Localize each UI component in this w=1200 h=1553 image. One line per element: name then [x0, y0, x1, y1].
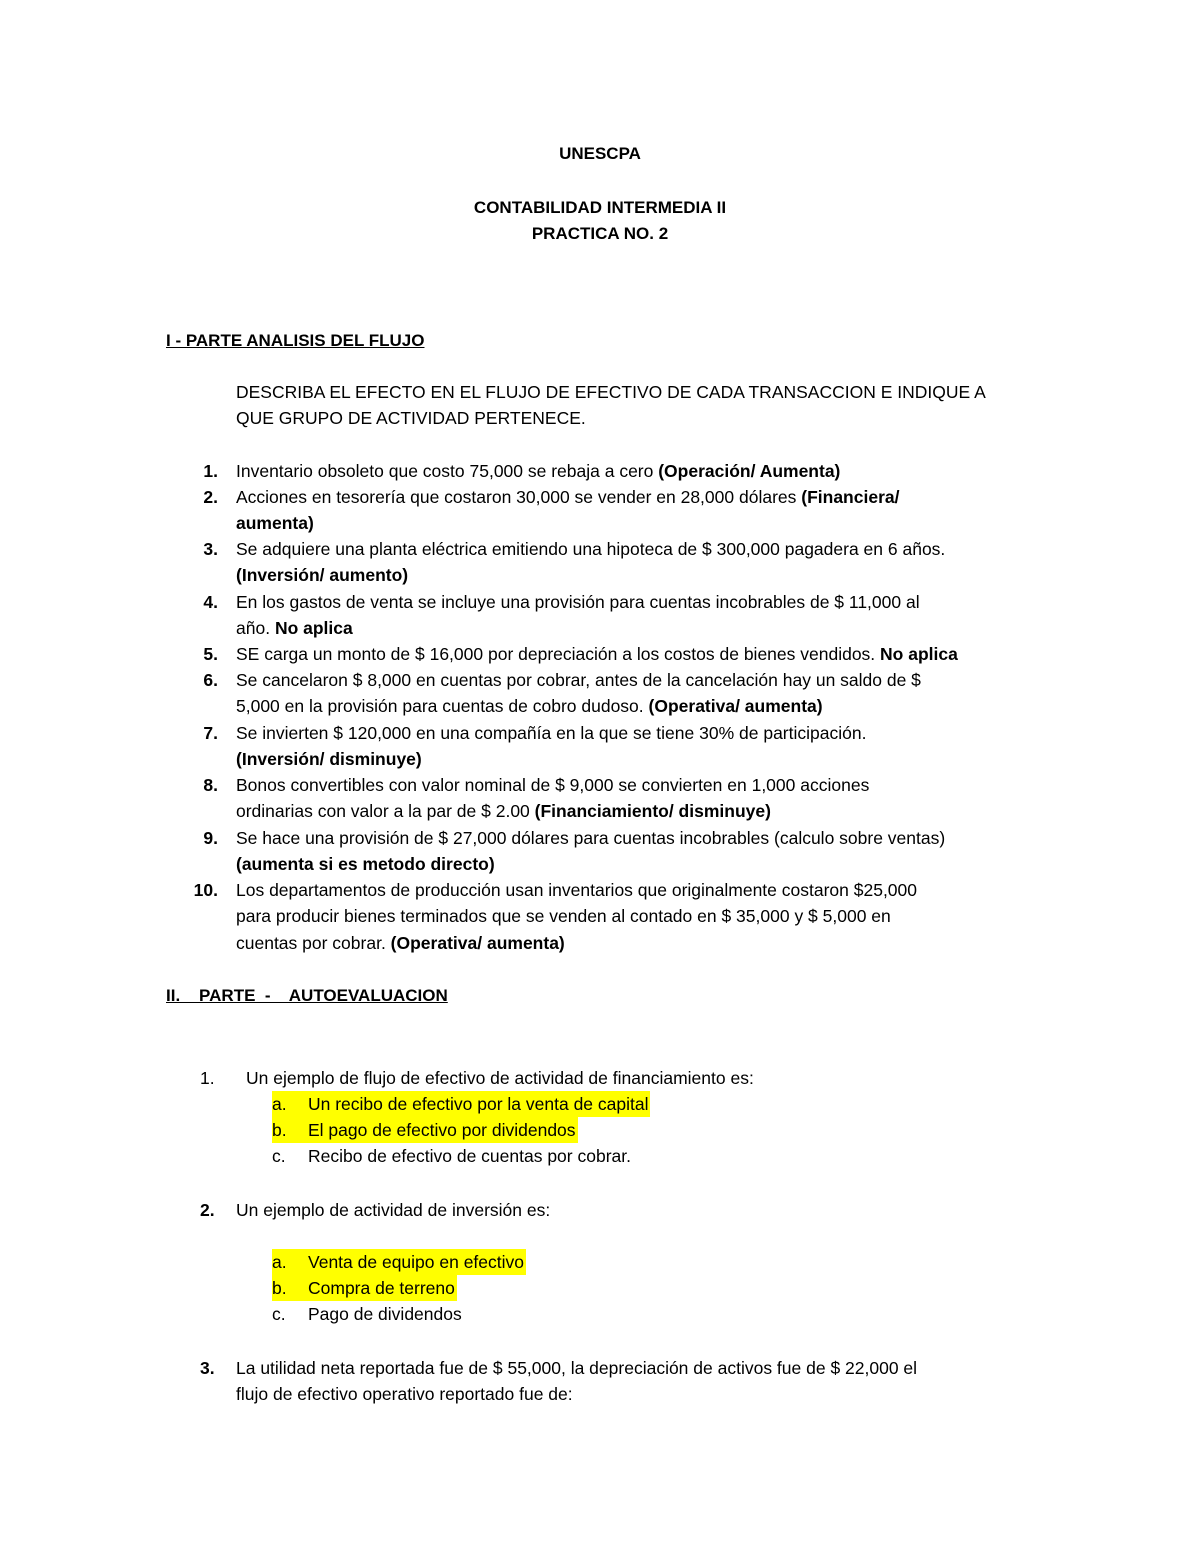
item-text: cuentas por cobrar. [236, 933, 391, 953]
item-number: 1. [203, 461, 218, 481]
option-text: Recibo de efectivo de cuentas por cobrar. [308, 1146, 631, 1166]
item-text: para producir bienes terminados que se venden al contado en $ 35,000 y $ 5,000 en [236, 906, 891, 926]
question-text: flujo de efectivo operativo reportado fue de: [236, 1384, 573, 1404]
option-letter: a. [272, 1252, 287, 1272]
item-text: Inventario obsoleto que costo 75,000 se rebaja a cero [236, 461, 659, 481]
option-letter: a. [272, 1094, 287, 1114]
item-answer: (aumenta si es metodo directo) [236, 854, 495, 874]
item-number: 8. [203, 775, 218, 795]
item-number: 9. [203, 828, 218, 848]
item-text: En los gastos de venta se incluye una provisión para cuentas incobrables de $ 11,000 al [236, 592, 920, 612]
item-text: Los departamentos de producción usan inventarios que originalmente costaron $25,000 [236, 880, 918, 900]
item-answer: (Inversión/ aumento) [236, 565, 409, 585]
option-text: El pago de efectivo por dividendos [308, 1120, 576, 1140]
item-text: Se invierten $ 120,000 en una compañía en la que se tiene 30% de participación. [236, 723, 867, 743]
question-text: Un ejemplo de flujo de efectivo de actividad de financiamiento es: [246, 1068, 754, 1088]
option-letter: b. [272, 1120, 287, 1140]
part1-heading: I - PARTE ANALISIS DEL FLUJO [166, 331, 425, 350]
item-number: 3. [203, 539, 218, 559]
item-number: 5. [203, 644, 218, 664]
option-text: Pago de dividendos [308, 1304, 462, 1324]
item-answer: (Financiamiento/ disminuye) [534, 801, 771, 821]
org-title: UNESCPA [559, 144, 641, 163]
item-answer: No aplica [274, 618, 353, 638]
practice-title: PRACTICA NO. 2 [531, 224, 669, 243]
option-letter: c. [272, 1304, 286, 1324]
option-text: Venta de equipo en efectivo [308, 1252, 525, 1272]
question-number: 2. [200, 1200, 215, 1220]
item-number: 10. [193, 880, 218, 900]
part1-instruction-line1: DESCRIBA EL EFECTO EN EL FLUJO DE EFECTIVO DE CADA TRANSACCION E INDIQUE A [236, 382, 986, 402]
item-text: Se hace una provisión de $ 27,000 dólares para cuentas incobrables (calculo sobre ventas) [236, 828, 946, 848]
item-text: Se cancelaron $ 8,000 en cuentas por cobrar, antes de la cancelación hay un saldo de $ [236, 670, 921, 690]
option-text: Un recibo de efectivo por la venta de capital [308, 1094, 649, 1114]
item-text: Acciones en tesorería que costaron 30,000 se vender en 28,000 dólares [236, 487, 802, 507]
item-text: Bonos convertibles con valor nominal de $ 9,000 se convierten en 1,000 acciones [236, 775, 870, 795]
item-text: SE carga un monto de $ 16,000 por depreciación a los costos de bienes vendidos. [236, 644, 881, 664]
item-text: ordinarias con valor a la par de $ 2.00 [236, 801, 535, 821]
item-text: año. [236, 618, 275, 638]
item-answer: No aplica [880, 644, 958, 664]
question-text: La utilidad neta reportada fue de $ 55,000, la depreciación de activos fue de $ 22,000 el [236, 1358, 918, 1378]
item-answer: (Inversión/ disminuye) [236, 749, 422, 769]
item-answer: (Operación/ Aumenta) [658, 461, 841, 481]
item-answer: aumenta) [236, 513, 314, 533]
item-answer: (Operativa/ aumenta) [390, 933, 565, 953]
question-number: 1. [200, 1068, 215, 1088]
course-title: CONTABILIDAD INTERMEDIA II [473, 198, 727, 217]
item-number: 4. [203, 592, 218, 612]
item-number: 6. [203, 670, 218, 690]
part1-instruction-line2: QUE GRUPO DE ACTIVIDAD PERTENECE. [236, 408, 586, 428]
item-text: 5,000 en la provisión para cuentas de cobro dudoso. [236, 696, 649, 716]
part2-heading: II. PARTE - AUTOEVALUACION [166, 986, 448, 1005]
item-number: 7. [203, 723, 218, 743]
question-text: Un ejemplo de actividad de inversión es: [236, 1200, 551, 1220]
item-answer: (Operativa/ aumenta) [648, 696, 823, 716]
option-text: Compra de terreno [308, 1278, 455, 1298]
question-number: 3. [200, 1358, 215, 1378]
item-number: 2. [203, 487, 218, 507]
item-text: Se adquiere una planta eléctrica emitiendo una hipoteca de $ 300,000 pagadera en 6 años. [236, 539, 946, 559]
option-letter: b. [272, 1278, 287, 1298]
item-answer: (Financiera/ [801, 487, 900, 507]
option-letter: c. [272, 1146, 286, 1166]
